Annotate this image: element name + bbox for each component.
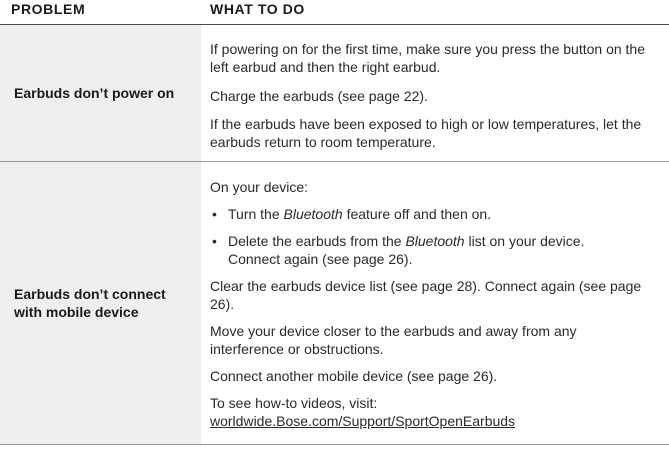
table-header [0, 0, 669, 25]
problem-cell [0, 25, 201, 161]
bullet-text-after: feature off and then on. [342, 206, 492, 222]
bullet-text-before: Delete the earbuds from the [228, 233, 406, 249]
solution-text: If powering on for the first time, make sure you press the button on the left earbud and then the right earbud. [210, 41, 646, 75]
bullet-text [228, 232, 640, 268]
solution-text: Move your device closer to the earbuds and away from any interference or obstructions. [210, 323, 577, 357]
video-link[interactable]: worldwide.Bose.com/Support/SportOpenEarbuds [210, 413, 516, 429]
solution-text: To see how-to videos, visit: [210, 395, 378, 411]
solution-text: Charge the earbuds (see page 22). [210, 88, 428, 104]
problem-label: Earbuds don’t connect with mobile device [14, 286, 166, 320]
solution-intro: On your device: [210, 179, 309, 195]
bullet-glyph: • [212, 206, 217, 222]
bullet-glyph: • [212, 233, 217, 249]
table-row [0, 162, 669, 445]
header-what-to-do: WHAT TO DO [210, 1, 305, 17]
bullet-text-before: Turn the [228, 206, 284, 222]
bullet-text [228, 205, 640, 223]
header-problem: PROBLEM [11, 1, 86, 17]
table-row [0, 25, 669, 162]
solution-text: If the earbuds have been exposed to high or low temperatures, let the earbuds return to room temperature. [210, 116, 642, 150]
bullet-text-italic: Bluetooth [283, 206, 343, 222]
bullet-text-italic: Bluetooth [405, 233, 465, 249]
problem-cell [0, 162, 201, 444]
bullet-text-after: list on your device. Connect again (see page 26). [228, 233, 585, 267]
solution-text: Connect another mobile device (see page 26). [210, 368, 498, 384]
problem-label: Earbuds don’t power on [14, 85, 175, 101]
solution-text: Clear the earbuds device list (see page 28). Connect again (see page 26). [210, 278, 642, 312]
